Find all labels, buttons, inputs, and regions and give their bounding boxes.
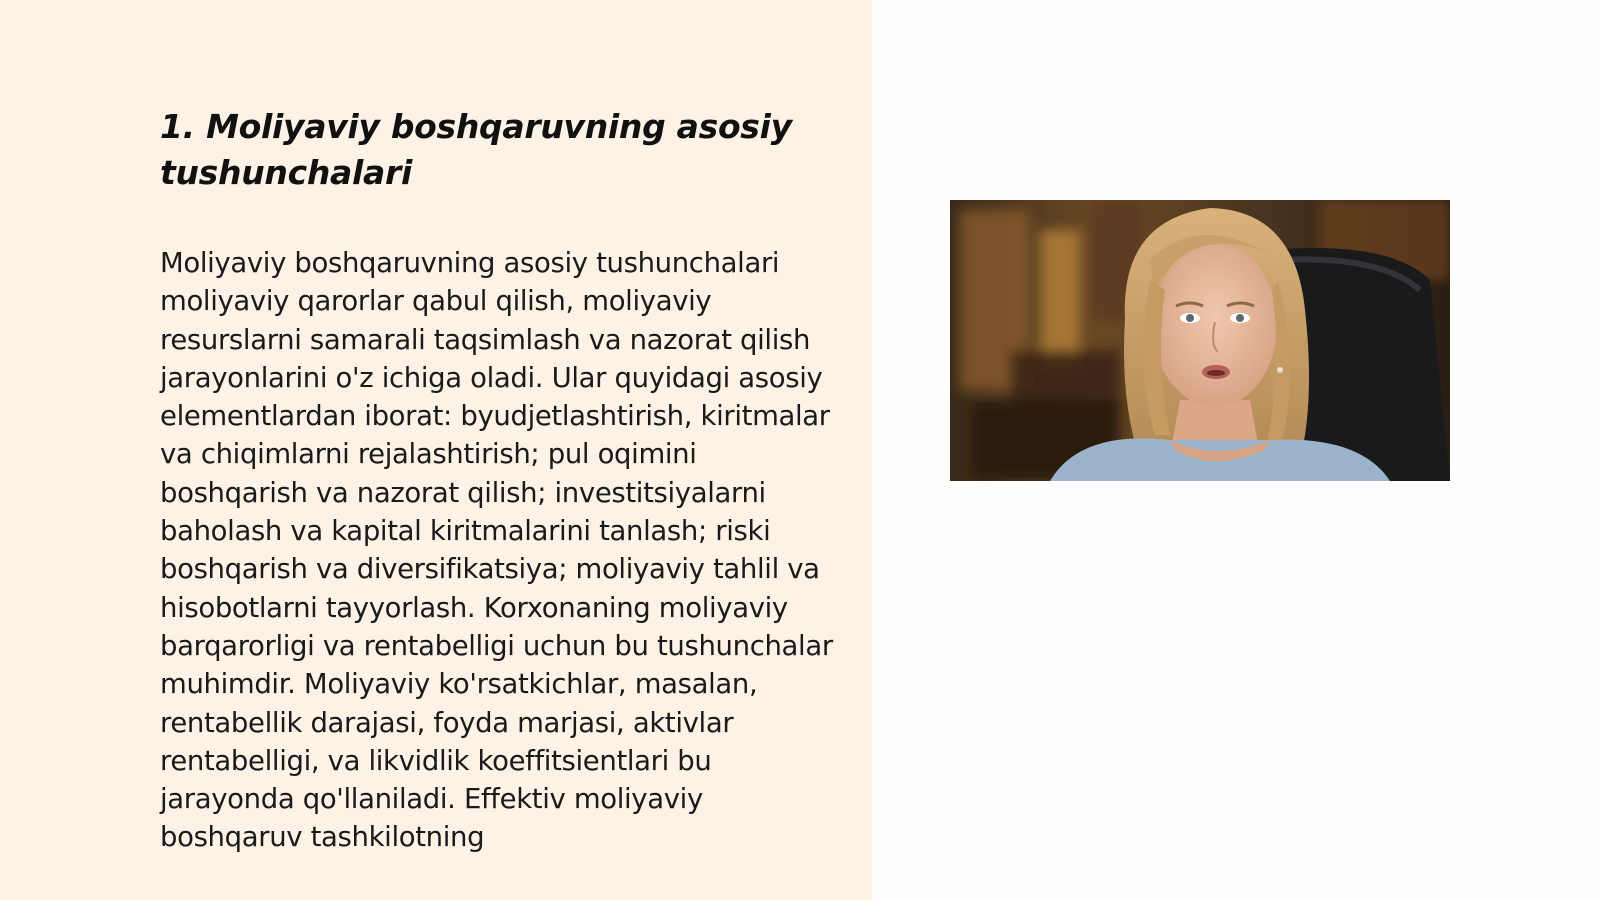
slide-body-text: Moliyaviy boshqaruvning asosiy tushunchalari moliyaviy qarorlar qabul qilish, moliyaviy resurslarni samarali taqsimlash va nazorat qilish jarayonlarini o'z ichiga oladi. Ular quyidagi asosiy elementlardan iborat: byudjetlashtirish, kiritmalar va chiqimlarni rejalashtirish; pul oqimini boshqarish va nazorat qilish; investitsiyalarni baholash va kapital kiritmalarini tanlash; riski boshqarish va diversifikatsiya; moliyaviy tahlil va hisobotlarni tayyorlash. Korxonaning moliyaviy barqarorligi va rentabelligi uchun bu tushunchalar muhimdir. Moliyaviy ko'rsatkichlar, masalan, rentabellik darajasi, foyda marjasi, aktivlar rentabelligi, va likvidlik koeffitsientlari bu jarayonda qo'llaniladi. Effektiv moliyaviy boshqaruv tashkilotning — [160, 247, 833, 854]
slide-title: 1. Moliyaviy boshqaruvning asosiy tushunchalari — [160, 107, 792, 192]
portrait-photo — [950, 200, 1450, 481]
